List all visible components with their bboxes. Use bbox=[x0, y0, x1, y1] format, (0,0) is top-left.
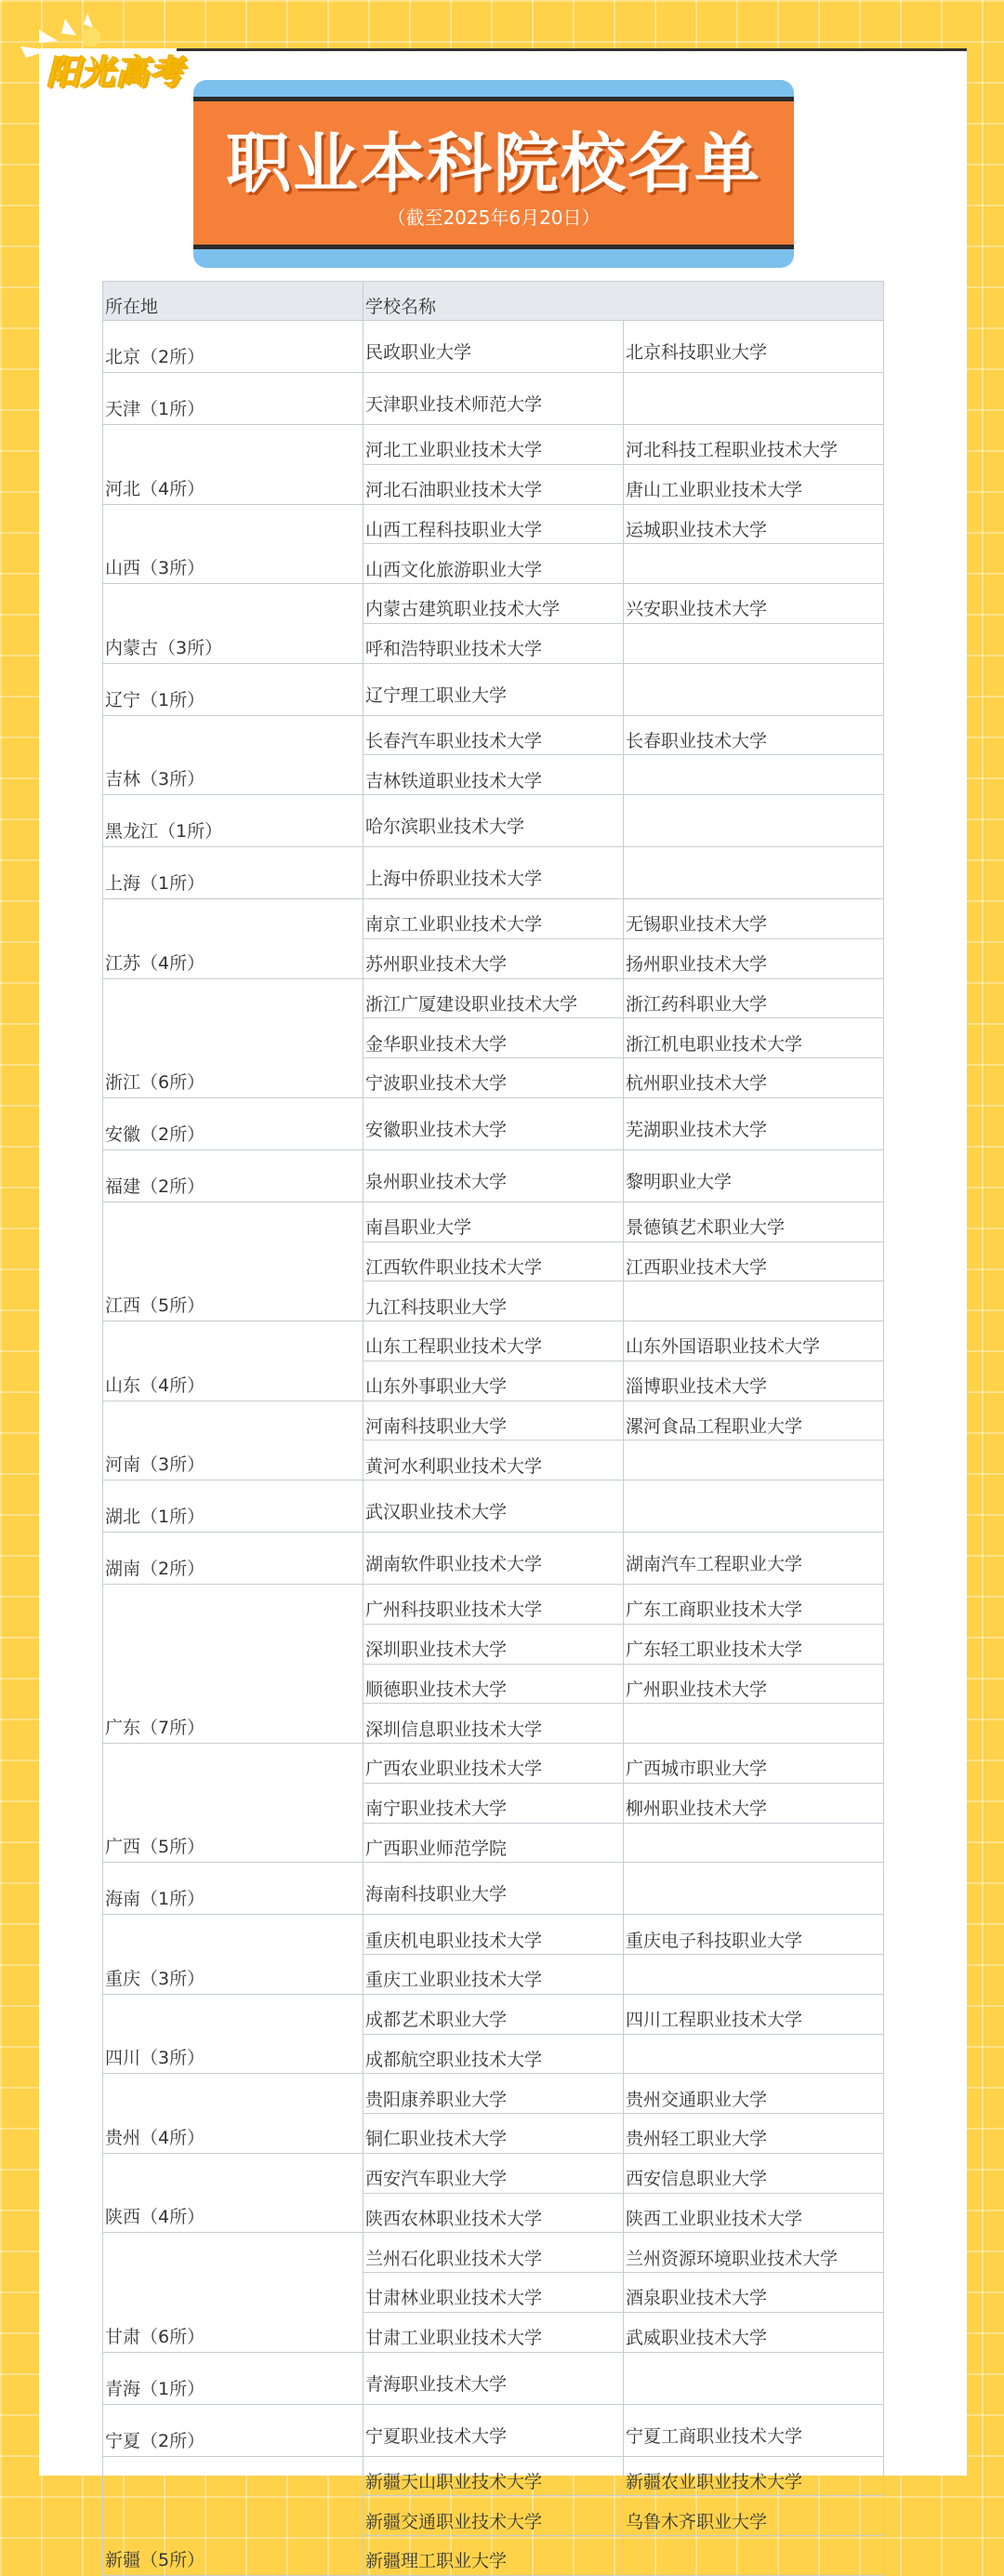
school-cell: 宁夏职业技术大学 bbox=[363, 2404, 624, 2456]
school-cell: 新疆农业职业技术大学 bbox=[624, 2456, 884, 2496]
school-cell: 湖南软件职业技术大学 bbox=[363, 1533, 624, 1585]
school-cell: 顺德职业技术大学 bbox=[363, 1664, 624, 1704]
school-cell: 金华职业技术大学 bbox=[363, 1018, 624, 1058]
school-cell bbox=[624, 1823, 884, 1863]
province-cell: 福建（2所） bbox=[103, 1149, 363, 1202]
province-cell: 河南（3所） bbox=[103, 1401, 363, 1481]
school-cell: 安徽职业技术大学 bbox=[363, 1097, 624, 1149]
school-cell: 广州职业技术大学 bbox=[624, 1664, 884, 1704]
school-cell: 吉林铁道职业技术大学 bbox=[363, 755, 624, 795]
school-cell: 南京工业职业技术大学 bbox=[363, 899, 624, 939]
table-row bbox=[103, 2404, 884, 2456]
school-cell: 浙江机电职业技术大学 bbox=[624, 1018, 884, 1058]
school-cell: 河南科技职业大学 bbox=[363, 1401, 624, 1441]
school-cell bbox=[624, 2536, 884, 2576]
school-cell: 哈尔滨职业技术大学 bbox=[363, 795, 624, 847]
school-cell: 宁夏工商职业技术大学 bbox=[624, 2404, 884, 2456]
table-row bbox=[103, 1585, 884, 1625]
school-cell: 深圳信息职业技术大学 bbox=[363, 1704, 624, 1744]
school-cell: 黄河水利职业技术大学 bbox=[363, 1441, 624, 1481]
school-cell: 无锡职业技术大学 bbox=[624, 899, 884, 939]
table-row bbox=[103, 2352, 884, 2404]
table-row bbox=[103, 1097, 884, 1149]
province-cell: 甘肃（6所） bbox=[103, 2233, 363, 2352]
brand-text: 阳光高考 bbox=[46, 53, 185, 92]
school-cell: 甘肃林业职业技术大学 bbox=[363, 2273, 624, 2313]
school-cell: 九江科技职业大学 bbox=[363, 1281, 624, 1321]
province-cell: 山东（4所） bbox=[103, 1321, 363, 1401]
school-cell: 浙江药科职业大学 bbox=[624, 978, 884, 1018]
school-cell: 江西职业技术大学 bbox=[624, 1242, 884, 1281]
school-cell bbox=[624, 847, 884, 899]
table-row bbox=[103, 321, 884, 373]
school-cell bbox=[624, 1955, 884, 1995]
table-row bbox=[103, 663, 884, 715]
table-row bbox=[103, 1744, 884, 1784]
school-cell: 长春汽车职业技术大学 bbox=[363, 715, 624, 755]
province-cell: 青海（1所） bbox=[103, 2352, 363, 2404]
school-cell: 成都航空职业技术大学 bbox=[363, 2034, 624, 2074]
school-cell bbox=[624, 663, 884, 715]
school-cell: 河北工业职业技术大学 bbox=[363, 425, 624, 465]
school-cell: 陕西农林职业技术大学 bbox=[363, 2193, 624, 2233]
table-row bbox=[103, 1533, 884, 1585]
province-cell: 内蒙古（3所） bbox=[103, 584, 363, 664]
province-cell: 河北（4所） bbox=[103, 425, 363, 505]
table-row bbox=[103, 1481, 884, 1533]
school-cell: 民政职业大学 bbox=[363, 321, 624, 373]
table-row bbox=[103, 1994, 884, 2034]
school-cell: 广东轻工职业技术大学 bbox=[624, 1624, 884, 1664]
school-cell bbox=[624, 795, 884, 847]
school-cell: 运城职业技术大学 bbox=[624, 504, 884, 544]
school-cell: 成都艺术职业大学 bbox=[363, 1994, 624, 2034]
province-cell: 江苏（4所） bbox=[103, 899, 363, 979]
province-cell: 湖北（1所） bbox=[103, 1481, 363, 1533]
school-cell bbox=[624, 755, 884, 795]
school-cell bbox=[624, 373, 884, 425]
school-cell: 长春职业技术大学 bbox=[624, 715, 884, 755]
school-cell: 上海中侨职业技术大学 bbox=[363, 847, 624, 899]
province-cell: 吉林（3所） bbox=[103, 715, 363, 795]
table-row bbox=[103, 1915, 884, 1955]
school-cell: 重庆工业职业技术大学 bbox=[363, 1955, 624, 1995]
school-cell bbox=[624, 544, 884, 584]
school-cell: 贵州交通职业大学 bbox=[624, 2074, 884, 2114]
school-cell bbox=[624, 623, 884, 663]
province-cell: 山西（3所） bbox=[103, 504, 363, 584]
table-row bbox=[103, 584, 884, 624]
school-cell: 淄博职业技术大学 bbox=[624, 1361, 884, 1401]
school-cell bbox=[624, 1441, 884, 1481]
province-cell: 浙江（6所） bbox=[103, 978, 363, 1097]
school-cell: 新疆交通职业技术大学 bbox=[363, 2496, 624, 2536]
province-cell: 广西（5所） bbox=[103, 1744, 363, 1863]
province-cell: 辽宁（1所） bbox=[103, 663, 363, 715]
table-row bbox=[103, 2153, 884, 2193]
school-cell: 兰州资源环境职业技术大学 bbox=[624, 2233, 884, 2273]
page-title: 职业本科院校名单 bbox=[226, 126, 761, 202]
province-cell: 海南（1所） bbox=[103, 1863, 363, 1915]
school-cell: 泉州职业技术大学 bbox=[363, 1149, 624, 1202]
table-row bbox=[103, 1149, 884, 1202]
school-cell: 深圳职业技术大学 bbox=[363, 1624, 624, 1664]
table-row bbox=[103, 899, 884, 939]
school-cell: 柳州职业技术大学 bbox=[624, 1783, 884, 1823]
school-cell: 呼和浩特职业技术大学 bbox=[363, 623, 624, 663]
school-cell: 海南科技职业大学 bbox=[363, 1863, 624, 1915]
table-row bbox=[103, 847, 884, 899]
page-subtitle: （截至2025年6月20日） bbox=[387, 206, 601, 229]
school-cell bbox=[624, 1863, 884, 1915]
school-cell: 南昌职业大学 bbox=[363, 1202, 624, 1242]
school-cell bbox=[624, 1704, 884, 1744]
school-cell: 辽宁理工职业大学 bbox=[363, 663, 624, 715]
table-row bbox=[103, 1401, 884, 1441]
province-cell: 安徽（2所） bbox=[103, 1097, 363, 1149]
school-cell: 广西农业职业技术大学 bbox=[363, 1744, 624, 1784]
school-cell: 陕西工业职业技术大学 bbox=[624, 2193, 884, 2233]
table-row bbox=[103, 715, 884, 755]
school-cell: 苏州职业技术大学 bbox=[363, 938, 624, 978]
school-cell: 扬州职业技术大学 bbox=[624, 938, 884, 978]
table-body bbox=[103, 321, 884, 2576]
school-cell: 湖南汽车工程职业大学 bbox=[624, 1533, 884, 1585]
school-cell: 山东外事职业大学 bbox=[363, 1361, 624, 1401]
school-cell: 江西软件职业技术大学 bbox=[363, 1242, 624, 1281]
province-cell: 广东（7所） bbox=[103, 1585, 363, 1744]
province-cell: 天津（1所） bbox=[103, 373, 363, 425]
school-cell: 新疆理工职业大学 bbox=[363, 2536, 624, 2576]
table-row bbox=[103, 2074, 884, 2114]
school-cell: 杭州职业技术大学 bbox=[624, 1058, 884, 1098]
school-cell: 贵阳康养职业大学 bbox=[363, 2074, 624, 2114]
school-cell bbox=[624, 1281, 884, 1321]
table-row bbox=[103, 2233, 884, 2273]
province-cell: 重庆（3所） bbox=[103, 1915, 363, 1995]
school-cell bbox=[624, 2352, 884, 2404]
table-header bbox=[103, 282, 884, 321]
school-cell: 山东外国语职业技术大学 bbox=[624, 1321, 884, 1361]
school-table bbox=[102, 281, 884, 2576]
table-row bbox=[103, 425, 884, 465]
province-cell: 陕西（4所） bbox=[103, 2153, 363, 2233]
school-cell: 北京科技职业大学 bbox=[624, 321, 884, 373]
province-cell: 黑龙江（1所） bbox=[103, 795, 363, 847]
school-cell: 漯河食品工程职业大学 bbox=[624, 1401, 884, 1441]
school-cell: 武威职业技术大学 bbox=[624, 2312, 884, 2352]
province-cell: 宁夏（2所） bbox=[103, 2404, 363, 2456]
table-row bbox=[103, 1863, 884, 1915]
school-cell: 河北科技工程职业技术大学 bbox=[624, 425, 884, 465]
header-school-name: 学校名称 bbox=[363, 282, 884, 321]
table-row bbox=[103, 2456, 884, 2496]
school-cell: 甘肃工业职业技术大学 bbox=[363, 2312, 624, 2352]
school-cell bbox=[624, 1481, 884, 1533]
school-cell: 乌鲁木齐职业大学 bbox=[624, 2496, 884, 2536]
school-cell: 西安汽车职业大学 bbox=[363, 2153, 624, 2193]
school-cell: 武汉职业技术大学 bbox=[363, 1481, 624, 1533]
school-cell: 黎明职业大学 bbox=[624, 1149, 884, 1202]
school-cell: 山东工程职业技术大学 bbox=[363, 1321, 624, 1361]
table-row bbox=[103, 504, 884, 544]
school-cell: 广州科技职业技术大学 bbox=[363, 1585, 624, 1625]
province-cell: 北京（2所） bbox=[103, 321, 363, 373]
school-cell: 宁波职业技术大学 bbox=[363, 1058, 624, 1098]
province-cell: 湖南（2所） bbox=[103, 1533, 363, 1585]
school-cell: 青海职业技术大学 bbox=[363, 2352, 624, 2404]
province-cell: 上海（1所） bbox=[103, 847, 363, 899]
title-banner bbox=[193, 80, 794, 268]
school-cell: 唐山工业职业技术大学 bbox=[624, 464, 884, 504]
school-cell: 山西文化旅游职业大学 bbox=[363, 544, 624, 584]
table-row bbox=[103, 978, 884, 1018]
school-cell: 芜湖职业技术大学 bbox=[624, 1097, 884, 1149]
school-cell: 四川工程职业技术大学 bbox=[624, 1994, 884, 2034]
school-cell: 兴安职业技术大学 bbox=[624, 584, 884, 624]
province-cell: 新疆（5所） bbox=[103, 2456, 363, 2575]
table-row bbox=[103, 1202, 884, 1242]
top-divider bbox=[177, 48, 967, 51]
school-cell: 重庆电子科技职业大学 bbox=[624, 1915, 884, 1955]
school-cell: 西安信息职业大学 bbox=[624, 2153, 884, 2193]
school-cell: 广西职业师范学院 bbox=[363, 1823, 624, 1863]
school-cell: 河北石油职业技术大学 bbox=[363, 464, 624, 504]
school-cell: 铜仁职业技术大学 bbox=[363, 2114, 624, 2154]
school-cell: 贵州轻工职业大学 bbox=[624, 2114, 884, 2154]
school-cell: 酒泉职业技术大学 bbox=[624, 2273, 884, 2313]
school-cell: 内蒙古建筑职业技术大学 bbox=[363, 584, 624, 624]
school-cell: 重庆机电职业技术大学 bbox=[363, 1915, 624, 1955]
school-cell bbox=[624, 2034, 884, 2074]
school-cell: 景德镇艺术职业大学 bbox=[624, 1202, 884, 1242]
school-cell: 广西城市职业大学 bbox=[624, 1744, 884, 1784]
school-cell: 新疆天山职业技术大学 bbox=[363, 2456, 624, 2496]
school-cell: 浙江广厦建设职业技术大学 bbox=[363, 978, 624, 1018]
table-row bbox=[103, 373, 884, 425]
school-cell: 兰州石化职业技术大学 bbox=[363, 2233, 624, 2273]
province-cell: 四川（3所） bbox=[103, 1994, 363, 2074]
province-cell: 江西（5所） bbox=[103, 1202, 363, 1321]
table-row bbox=[103, 1321, 884, 1361]
school-cell: 山西工程科技职业大学 bbox=[363, 504, 624, 544]
header-location: 所在地 bbox=[103, 282, 363, 321]
logo bbox=[11, 9, 216, 93]
province-cell: 贵州（4所） bbox=[103, 2074, 363, 2154]
table-row bbox=[103, 795, 884, 847]
school-cell: 南宁职业技术大学 bbox=[363, 1783, 624, 1823]
school-cell: 广东工商职业技术大学 bbox=[624, 1585, 884, 1625]
school-cell: 天津职业技术师范大学 bbox=[363, 373, 624, 425]
